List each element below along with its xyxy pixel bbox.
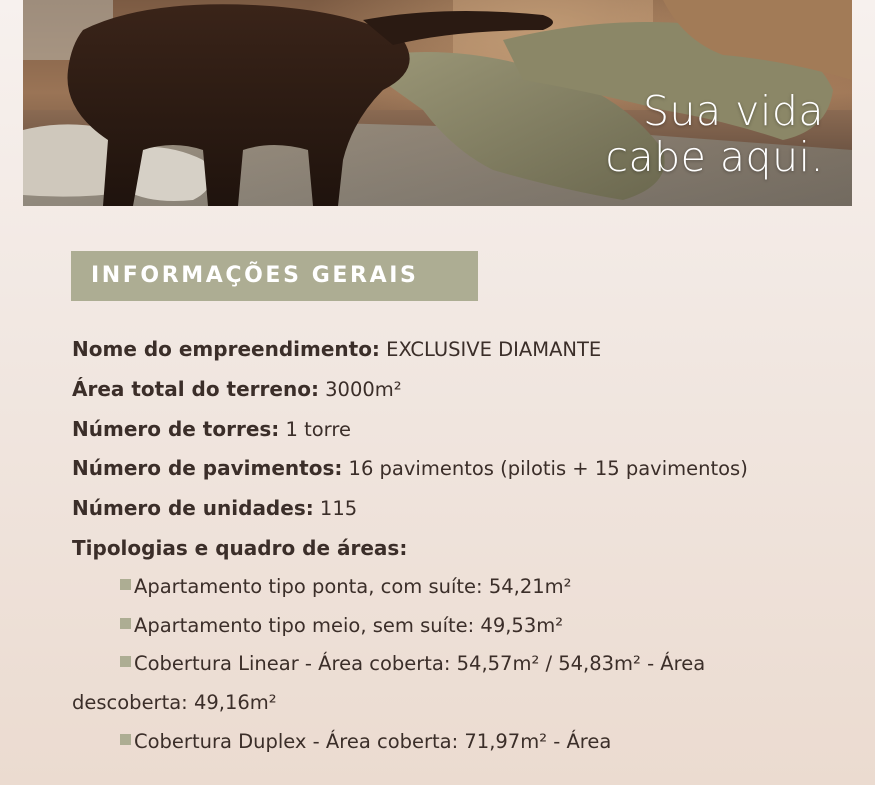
hero-image	[23, 0, 852, 206]
square-bullet-icon	[120, 656, 131, 667]
typology-item	[72, 645, 807, 723]
section-heading: INFORMAÇÕES GERAIS	[71, 251, 478, 301]
hero-title	[605, 88, 824, 180]
typology-item	[72, 723, 807, 762]
info-value: 16 pavimentos (pilotis + 15 pavimentos)	[342, 457, 748, 481]
info-row-floors	[72, 449, 807, 489]
info-label: Número de torres:	[72, 416, 280, 441]
hero-title-line-1: Sua vida	[643, 87, 824, 135]
typology-item	[72, 568, 807, 607]
info-label: Número de unidades:	[72, 496, 314, 521]
info-row-area	[72, 370, 807, 410]
typology-item-text: Apartamento tipo ponta, com suíte: 54,21m²	[134, 574, 572, 598]
typology-item-text: Apartamento tipo meio, sem suíte: 49,53m²	[134, 613, 564, 637]
info-value: EXCLUSIVE DIAMANTE	[379, 338, 602, 361]
typology-item	[72, 607, 807, 646]
square-bullet-icon	[120, 579, 131, 590]
info-label: Número de pavimentos:	[72, 456, 343, 481]
square-bullet-icon	[120, 618, 131, 629]
info-value: 3000m²	[318, 377, 402, 401]
info-value: 1 torre	[279, 417, 351, 441]
info-label: Nome do empreendimento:	[72, 337, 380, 361]
info-row-name	[72, 330, 807, 370]
typology-item-text: Cobertura Duplex - Área coberta: 71,97m² - Área	[134, 729, 612, 753]
hero-title-line-2: cabe aqui.	[605, 133, 824, 181]
info-row-typologies	[72, 529, 807, 568]
info-label: Tipologias e quadro de áreas:	[72, 535, 408, 560]
square-bullet-icon	[120, 734, 131, 745]
info-row-towers	[72, 410, 807, 450]
info-row-units	[72, 489, 807, 529]
info-value: 115	[313, 497, 358, 521]
info-label: Área total do terreno:	[72, 376, 319, 401]
typology-item-text: Cobertura Linear - Área coberta: 54,57m² / 54,83m² - Área descoberta: 49,16m²	[72, 652, 706, 715]
general-info	[72, 330, 807, 762]
